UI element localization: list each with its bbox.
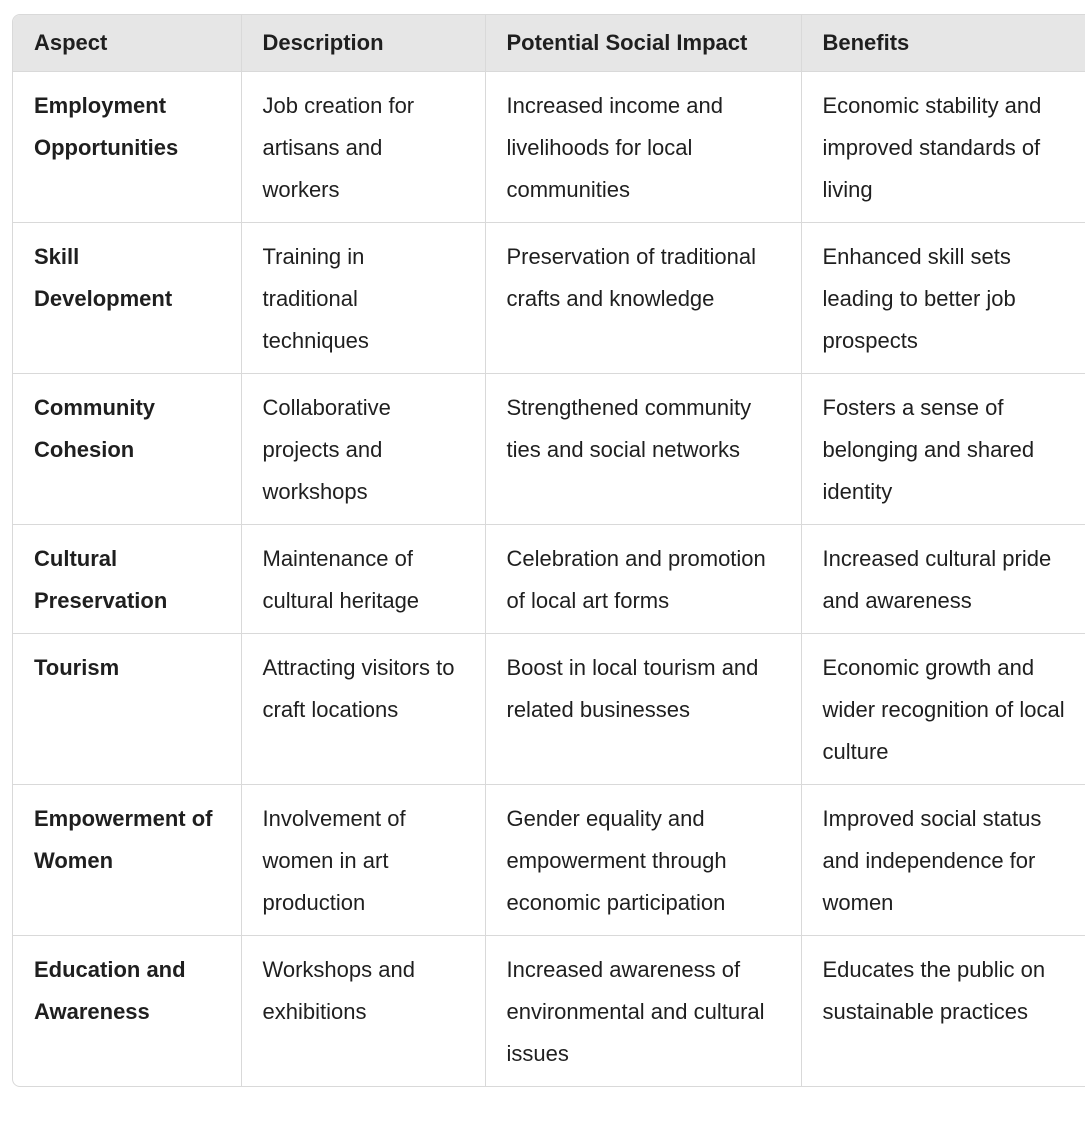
aspect-cell: Empowerment of Women xyxy=(13,785,241,936)
description-cell: Workshops and exhibitions xyxy=(241,936,485,1087)
table-row xyxy=(13,223,1085,374)
aspect-cell: Skill Development xyxy=(13,223,241,374)
aspect-cell: Employment Opportunities xyxy=(13,72,241,223)
description-cell: Collaborative projects and workshops xyxy=(241,374,485,525)
benefits-cell: Economic growth and wider recognition of local culture xyxy=(801,634,1085,785)
impact-cell: Increased income and livelihoods for local communities xyxy=(485,72,801,223)
benefits-cell: Economic stability and improved standards of living xyxy=(801,72,1085,223)
description-cell: Attracting visitors to craft locations xyxy=(241,634,485,785)
aspect-cell: Tourism xyxy=(13,634,241,785)
benefits-cell: Enhanced skill sets leading to better job prospects xyxy=(801,223,1085,374)
table-row xyxy=(13,936,1085,1087)
aspect-cell: Cultural Preservation xyxy=(13,525,241,634)
social-impact-table xyxy=(13,15,1085,1086)
social-impact-table-container xyxy=(12,14,1085,1087)
table-row xyxy=(13,785,1085,936)
table-row xyxy=(13,525,1085,634)
column-header-aspect: Aspect xyxy=(13,15,241,72)
table-row xyxy=(13,72,1085,223)
description-cell: Involvement of women in art production xyxy=(241,785,485,936)
impact-cell: Strengthened community ties and social networks xyxy=(485,374,801,525)
column-header-benefits: Benefits xyxy=(801,15,1085,72)
benefits-cell: Improved social status and independence for women xyxy=(801,785,1085,936)
table-row xyxy=(13,634,1085,785)
column-header-description: Description xyxy=(241,15,485,72)
benefits-cell: Educates the public on sustainable practices xyxy=(822,957,1046,1024)
table-row xyxy=(13,374,1085,525)
description-cell: Maintenance of cultural heritage xyxy=(241,525,485,634)
table-header xyxy=(13,15,1085,72)
column-header-impact: Potential Social Impact xyxy=(485,15,801,72)
table-body xyxy=(13,72,1085,1087)
description-cell: Job creation for artisans and workers xyxy=(241,72,485,223)
description-cell: Training in traditional techniques xyxy=(241,223,485,374)
impact-cell: Gender equality and empowerment through economic participation xyxy=(485,785,801,936)
header-row xyxy=(13,15,1085,72)
benefits-cell: Increased cultural pride and awareness xyxy=(801,525,1085,634)
benefits-cell: Fosters a sense of belonging and shared identity xyxy=(801,374,1085,525)
impact-cell: Increased awareness of environmental and cultural issues xyxy=(485,936,801,1087)
impact-cell: Boost in local tourism and related businesses xyxy=(485,634,801,785)
impact-cell: Preservation of traditional crafts and knowledge xyxy=(485,223,801,374)
impact-cell: Celebration and promotion of local art forms xyxy=(485,525,801,634)
aspect-cell: Community Cohesion xyxy=(13,374,241,525)
aspect-cell: Education and Awareness xyxy=(13,936,241,1087)
